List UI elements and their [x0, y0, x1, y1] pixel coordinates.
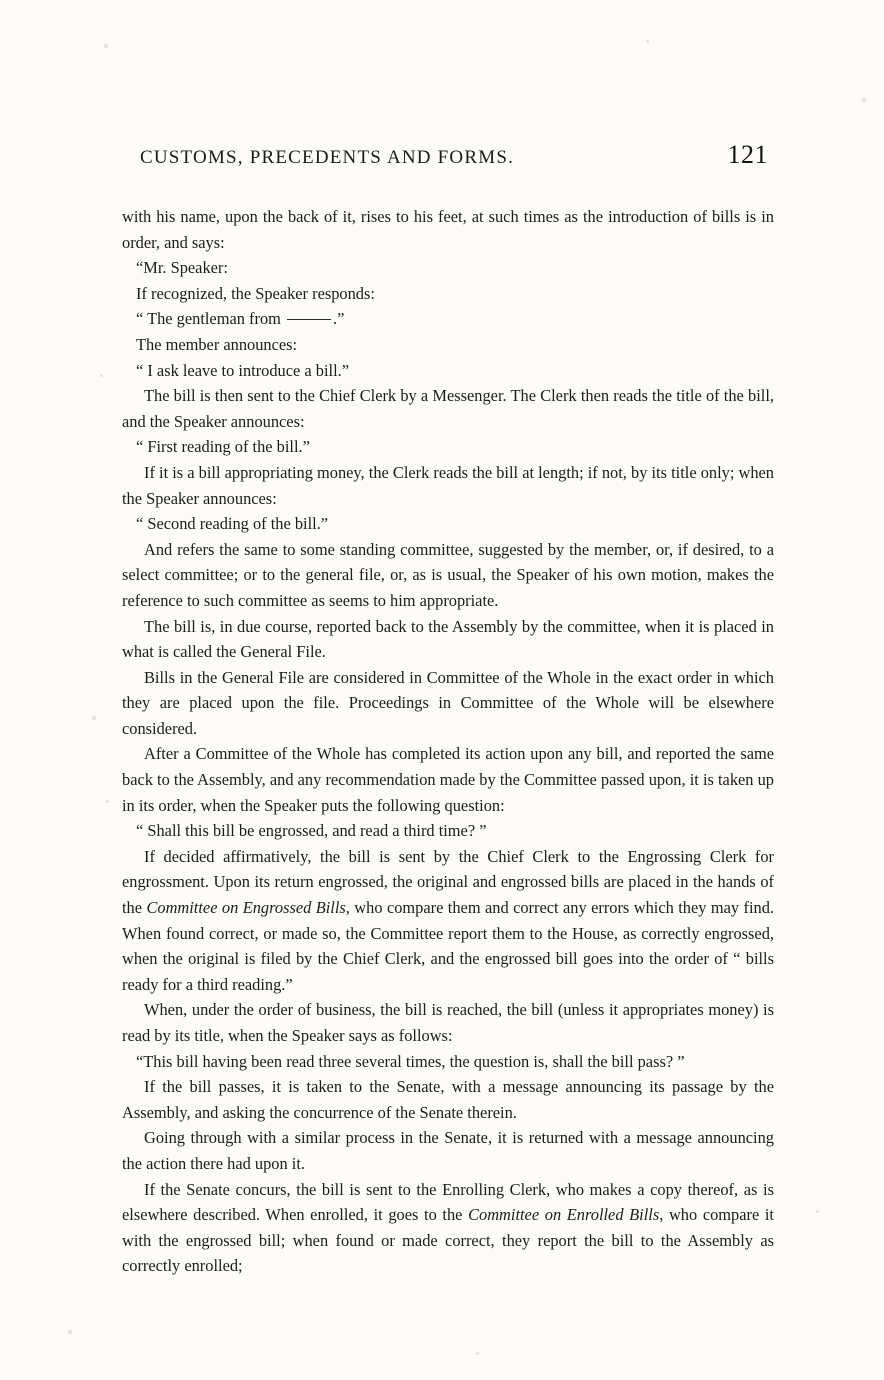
italic-title: Committee on Enrolled Bills	[468, 1205, 660, 1225]
paragraph: When, under the order of business, the bill is reached, the bill (unless it appropriates money) is read by its title, when the Speaker says as follows:	[122, 1000, 774, 1045]
paragraph: The bill is, in due course, reported back to the Assembly by the committee, when it is placed in what is called the General File.	[122, 616, 774, 662]
paragraph: And refers the same to some standing committee, suggested by the member, or, if desired, to a select committee; or to the general file, or, as is usual, the Speaker of his own motion, makes the reference to such committee as seems to him appropriate.	[122, 539, 774, 610]
paragraph: The bill is then sent to the Chief Clerk by a Messenger. The Clerk then reads the title of the bill, and the Speaker announces:	[122, 386, 774, 431]
paper-speck	[862, 98, 866, 102]
paragraph	[122, 1177, 774, 1279]
paragraph: “ First reading of the bill.”	[136, 437, 310, 457]
paragraph	[122, 844, 774, 998]
paper-speck	[68, 1330, 72, 1334]
paragraph: “ I ask leave to introduce a bill.”	[136, 360, 349, 380]
paragraph: “This bill having been read three several times, the question is, shall the bill pass? ”	[136, 1051, 685, 1071]
page-content	[122, 140, 774, 1279]
paper-speck	[100, 374, 103, 377]
paragraph: If it is a bill appropriating money, the Clerk reads the bill at length; if not, by its title only; when the Speaker announces:	[122, 462, 774, 508]
paragraph: Bills in the General File are considered in Committee of the Whole in the exact order in which they are placed upon the file. Proceedings in Committee of the Whole will be elsewhere considered.	[122, 667, 774, 738]
paragraph	[122, 306, 774, 332]
paper-speck	[646, 40, 649, 43]
paper-speck	[92, 716, 96, 720]
blank-rule	[287, 319, 331, 320]
paper-speck	[106, 800, 109, 803]
paragraph: If recognized, the Speaker responds:	[136, 283, 375, 303]
paragraph: Going through with a similar process in the Senate, it is returned with a message announcing the action there had upon it.	[122, 1128, 774, 1173]
paragraph-text-before: “ The gentleman from	[136, 309, 285, 329]
paragraph-text-1: If decided affirmatively, the bill is sent by the Chief Clerk to the Engrossing Clerk for engrossment. Upon its return engrossed, the original and engrossed bills are placed in the hands of the	[122, 846, 774, 918]
paragraph: “Mr. Speaker:	[136, 258, 228, 278]
paragraph: with his name, upon the back of it, rises to his feet, at such times as the introduction of bills is in order, and says:	[122, 207, 774, 252]
paper-speck	[476, 1352, 479, 1355]
running-head: CUSTOMS, PRECEDENTS AND FORMS.	[140, 147, 515, 168]
paragraph: “ Shall this bill be engrossed, and read a third time? ”	[136, 821, 487, 841]
paragraph: If the bill passes, it is taken to the Senate, with a message announcing its passage by the Assembly, and asking the concurrence of the Senate therein.	[122, 1077, 774, 1122]
page-header	[122, 140, 774, 170]
paragraph: After a Committee of the Whole has completed its action upon any bill, and reported the same back to the Assembly, and any recommendation made by the Committee passed upon, it is taken up in its order, when the Speaker puts the following question:	[122, 744, 774, 815]
paragraph-text-2: , who compare it with the engrossed bill; when found or made correct, they report the bill to the Assembly as correctly enrolled;	[122, 1205, 774, 1276]
paper-speck	[816, 1210, 819, 1213]
paragraph-text-after: .”	[332, 309, 345, 329]
paper-speck	[104, 44, 108, 48]
paragraph: The member announces:	[136, 334, 298, 354]
body-text	[122, 204, 774, 1279]
page-number: 121	[727, 140, 768, 169]
paragraph-text-2: , who compare them and correct any errors which they may find. When found correct, or made so, the Committee report them to the House, as correctly engrossed, when the original is filed by the Chief Clerk, and the engrossed bill goes into the order of “ bills ready for a third reading.”	[122, 898, 774, 994]
italic-title: Committee on Engrossed Bills	[146, 898, 346, 918]
paragraph-text-1: If the Senate concurs, the bill is sent to the Enrolling Clerk, who makes a copy thereof, as is elsewhere described. When enrolled, it goes to the	[122, 1179, 774, 1225]
paragraph: “ Second reading of the bill.”	[136, 514, 329, 534]
